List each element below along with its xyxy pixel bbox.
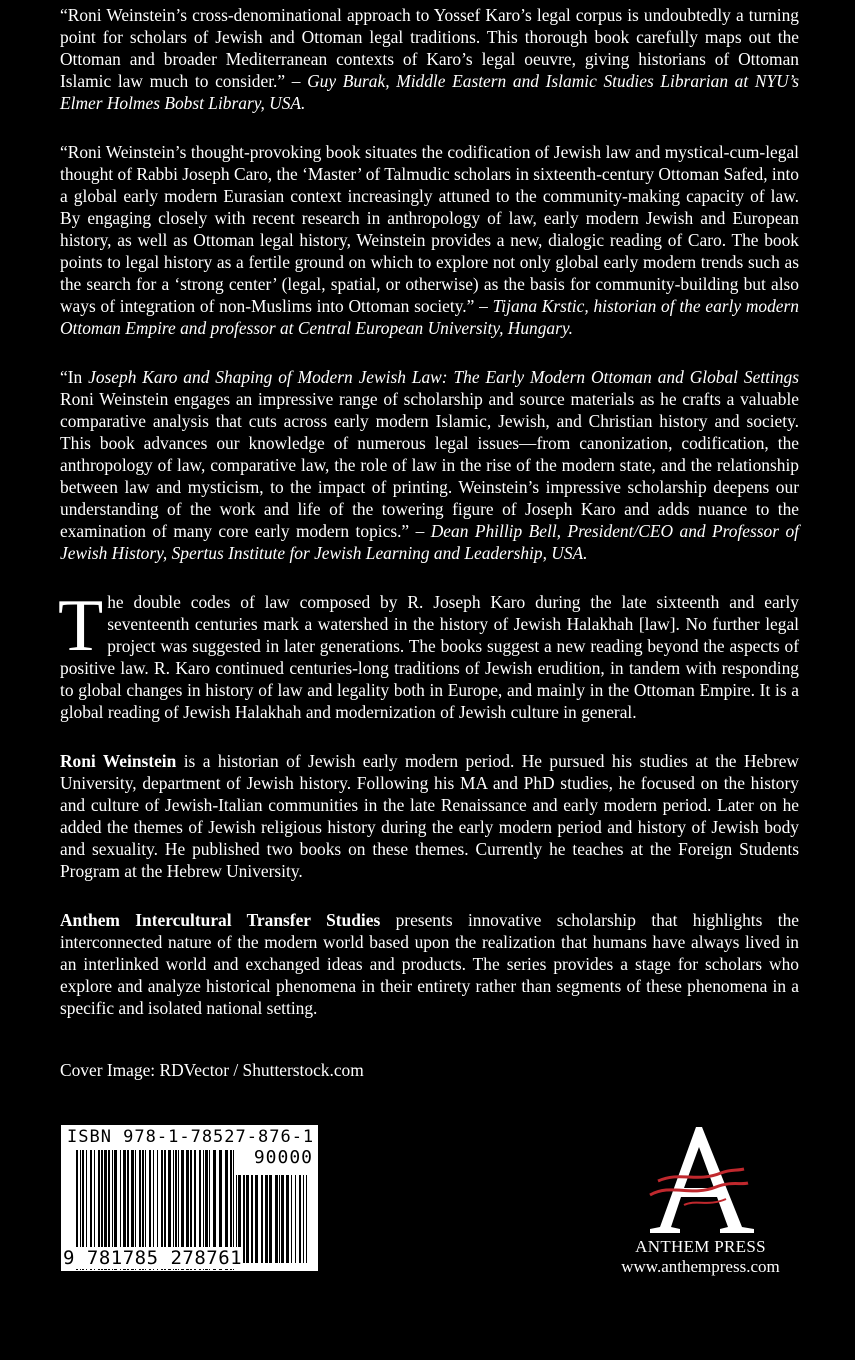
series-name: Anthem Intercultural Transfer Studies bbox=[60, 910, 381, 930]
barcode-bar bbox=[303, 1175, 304, 1263]
book-description: The double codes of law composed by R. Joseph Karo during the late sixteenth and early seventeenth centuries mark a watershed in the history of Jewish Halakhah [law]. No further legal project was suggested in later generations. The books suggest a new reading beyond the aspects of positive law. R. Karo continued centuries-long traditions of Jewish erudition, in tandem with responding to global changes in history of law and legality both in Europe, and mainly in the Ottoman Empire. It is a global reading of Jewish Halakhah and modernization of Jewish culture in general. bbox=[58, 585, 799, 722]
blurb-attribution: Tijana Krstic, historian of the early modern Ottoman Empire and professor at Central European University, Hungary. bbox=[60, 296, 799, 338]
anthem-a-logo-icon bbox=[636, 1125, 766, 1235]
barcode-bar bbox=[243, 1175, 245, 1263]
publisher-url: www.anthempress.com bbox=[621, 1257, 780, 1276]
blurb-krstic: “Roni Weinstein’s thought-provoking book situates the codification of Jewish law and mystical-cum-legal thought of Rabbi Joseph Caro, the ‘Master’ of Talmudic scholars in sixteenth-century Ottoman Safed, into a global early modern Eurasian context increasingly attuned to the community-making capacity of law. By engaging closely with recent research in anthropology of law, early modern Jewish and European history, as well as Ottoman legal history, Weinstein provides a new, dialogic reading of Caro. The book points to legal history as a fertile ground on which to explore not only global early modern trends such as the search for a ‘strong center’ (legal, spatial, or otherwise) as the basis for community-building but also ways of integration of non-Muslims into Ottoman society.” – Tijana Krstic, historian of the early modern Ottoman Empire and professor at Central European University, Hungary. bbox=[60, 142, 799, 338]
barcode-bar bbox=[279, 1175, 280, 1263]
barcode-bar bbox=[261, 1175, 263, 1263]
anthem-press-logo bbox=[598, 1125, 803, 1277]
barcode-bar bbox=[295, 1175, 296, 1263]
blurb-burak: “Roni Weinstein’s cross-denominational approach to Yossef Karo’s legal corpus is undoubtedly a turning point for scholars of Jewish and Ottoman legal traditions. This thorough book carefully maps out the Ottoman and broader Mediterranean contexts of Karo’s legal oeuvre, giving historians of Ottoman Islamic law much to consider.” – Guy Burak, Middle Eastern and Islamic Studies Librarian at NYU’s Elmer Holmes Bobst Library, USA. bbox=[60, 5, 799, 113]
back-cover-text bbox=[60, 4, 799, 1046]
barcode-bar bbox=[251, 1175, 253, 1263]
barcode-bar bbox=[286, 1175, 289, 1263]
barcode-bar bbox=[291, 1175, 292, 1263]
author-name: Roni Weinstein bbox=[60, 751, 177, 771]
barcode-bar bbox=[281, 1175, 284, 1263]
isbn-barcode bbox=[61, 1125, 318, 1271]
barcode-bar bbox=[299, 1175, 301, 1263]
barcode-bar bbox=[306, 1175, 307, 1263]
drop-cap: T bbox=[58, 585, 104, 667]
author-bio: Roni Weinstein is a historian of Jewish early modern period. He pursued his studies at the Hebrew University, department of Jewish history. Following his MA and PhD studies, he focused on the history and culture of Jewish-Italian communities in the late Renaissance and early modern period. Later on he added the themes of Jewish religious history during the early modern period and history of Jewish body and sexuality. He published two books on these themes. Currently he teaches at the Foreign Students Program at the Hebrew University. bbox=[60, 751, 799, 881]
series-description: Anthem Intercultural Transfer Studies presents innovative scholarship that highlights the interconnected nature of the modern world based upon the realization that humans have always lived in an interlinked world and exchanged ideas and products. The series provides a stage for scholars who explore and analyze historical phenomena in their entirety rather than segments of these phenomena in a specific and isolated national setting. bbox=[60, 910, 799, 1018]
cover-image-credit: Cover Image: RDVector / Shutterstock.com bbox=[60, 1060, 364, 1080]
barcode-bar bbox=[246, 1175, 249, 1263]
book-title: Joseph Karo and Shaping of Modern Jewish Law: The Early Modern Ottoman and Global Settings bbox=[88, 367, 799, 387]
blurb-attribution: Dean Phillip Bell, President/CEO and Professor of Jewish History, Spertus Institute for Jewish Learning and Leadership, USA. bbox=[60, 521, 799, 563]
blurb-attribution: Guy Burak, Middle Eastern and Islamic Studies Librarian at NYU’s Elmer Holmes Bobst Library, USA. bbox=[60, 71, 799, 113]
barcode-bar bbox=[265, 1175, 268, 1263]
blurb-bell: “In Joseph Karo and Shaping of Modern Jewish Law: The Early Modern Ottoman and Global Settings Roni Weinstein engages an impressive range of scholarship and source materials as he crafts a valuable comparative analysis that cuts across early modern Islamic, Jewish, and Christian history and society. This book advances our knowledge of numerous legal issues—from canonization, codification, the anthropology of law, comparative law, the role of law in the rise of the modern state, and the relationship between law and mysticism, to the impact of printing. Weinstein’s impressive scholarship deepens our understanding of the work and life of the towering figure of Joseph Karo and adds nuance to the examination of many core early modern topics.” – Dean Phillip Bell, President/CEO and Professor of Jewish History, Spertus Institute for Jewish Learning and Leadership, USA. bbox=[60, 367, 799, 563]
publisher-name: ANTHEM PRESS bbox=[635, 1237, 766, 1256]
barcode-bar bbox=[269, 1175, 272, 1263]
ean-number: 9 781785 278761 bbox=[63, 1247, 243, 1269]
isbn-label: ISBN 978-1-78527-876-1 bbox=[67, 1127, 315, 1147]
addon-bars bbox=[236, 1175, 311, 1263]
price-addon: 90000 bbox=[253, 1147, 313, 1168]
barcode-bar bbox=[275, 1175, 278, 1263]
barcode-bar bbox=[255, 1175, 258, 1263]
